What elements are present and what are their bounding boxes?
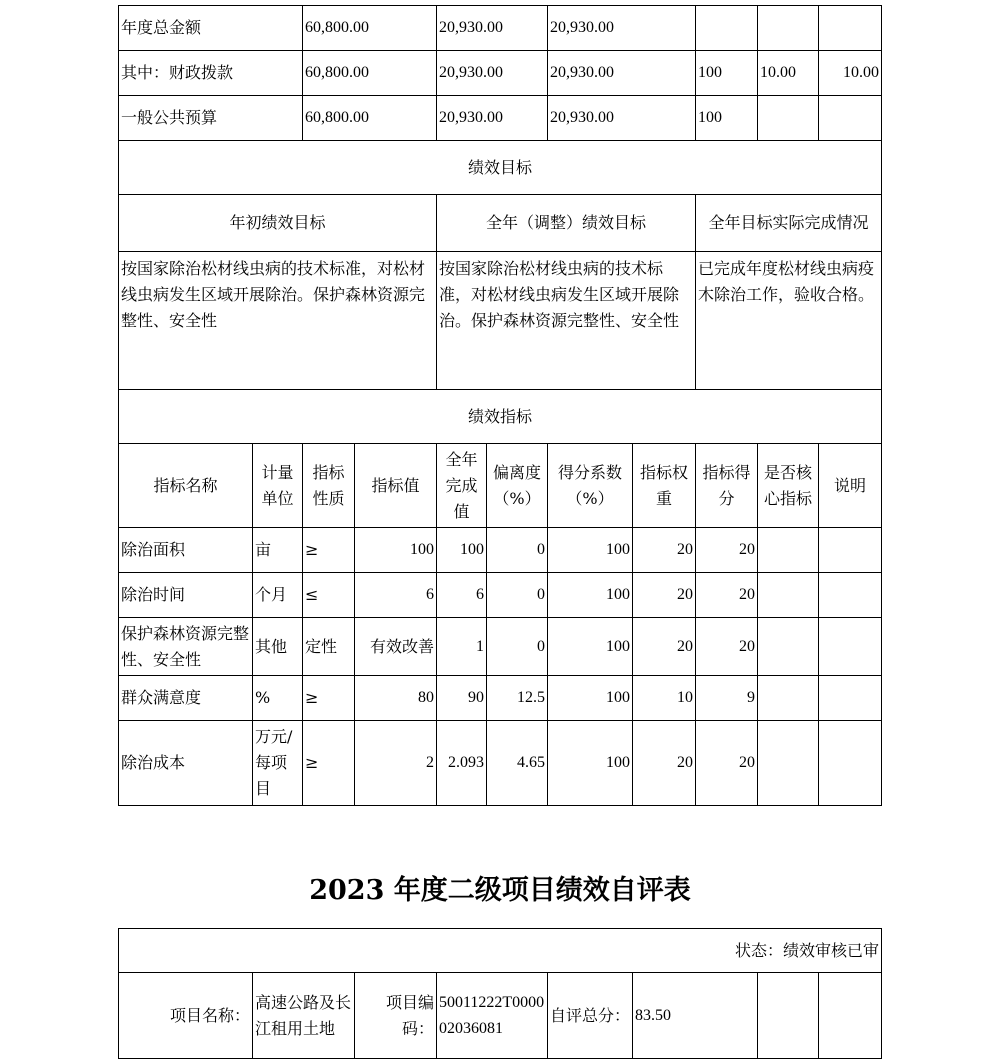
indicator-coef: 100 <box>548 528 633 573</box>
indicator-target: 6 <box>355 573 437 618</box>
form2-empty-cell <box>758 973 819 1059</box>
indicators-header-row <box>119 444 882 528</box>
form2-project-code: 50011222T000002036081 <box>437 973 548 1059</box>
indicator-note <box>819 676 882 721</box>
col-header-actual: 全年完成值 <box>437 444 487 528</box>
form2-empty-cell <box>819 973 882 1059</box>
indicator-actual: 90 <box>437 676 487 721</box>
funds-v2: 20,930.00 <box>437 96 548 141</box>
funds-v5 <box>758 6 819 51</box>
indicator-unit: 个月 <box>253 573 303 618</box>
funds-v5 <box>758 96 819 141</box>
indicator-unit: % <box>253 676 303 721</box>
funds-v1: 60,800.00 <box>303 51 437 96</box>
indicator-core <box>758 676 819 721</box>
funds-v3: 20,930.00 <box>548 96 696 141</box>
funds-label: 年度总金额 <box>119 6 303 51</box>
indicator-coef: 100 <box>548 676 633 721</box>
funds-v2: 20,930.00 <box>437 6 548 51</box>
goals-initial-text: 按国家除治松材线虫病的技术标准，对松材线虫病发生区域开展除治。保护森林资源完整性、安全性 <box>119 252 437 390</box>
indicator-name: 除治成本 <box>119 721 253 806</box>
indicator-core <box>758 618 819 676</box>
indicator-score: 9 <box>696 676 758 721</box>
indicator-name: 群众满意度 <box>119 676 253 721</box>
indicator-unit: 万元/每项目 <box>253 721 303 806</box>
form2-header-table <box>118 928 882 1059</box>
funds-row-fiscal <box>119 51 882 96</box>
funds-row-total <box>119 6 882 51</box>
indicator-weight: 20 <box>633 721 696 806</box>
table-row <box>119 528 882 573</box>
indicator-unit: 其他 <box>253 618 303 676</box>
funds-row-general <box>119 96 882 141</box>
table-row <box>119 573 882 618</box>
indicator-core <box>758 528 819 573</box>
table-row <box>119 721 882 806</box>
col-header-core: 是否核心指标 <box>758 444 819 528</box>
indicator-actual: 1 <box>437 618 487 676</box>
goals-header-actual: 全年目标实际完成情况 <box>696 195 882 252</box>
funds-v2: 20,930.00 <box>437 51 548 96</box>
form2-status: 状态：绩效审核已审 <box>119 929 882 973</box>
col-header-score: 指标得分 <box>696 444 758 528</box>
indicator-coef: 100 <box>548 618 633 676</box>
funds-v1: 60,800.00 <box>303 96 437 141</box>
indicator-nature: ≥ <box>303 676 355 721</box>
col-header-deviation: 偏离度（%） <box>487 444 548 528</box>
funds-v4 <box>696 6 758 51</box>
funds-v6: 10.00 <box>819 51 882 96</box>
indicator-score: 20 <box>696 528 758 573</box>
indicator-score: 20 <box>696 573 758 618</box>
indicator-core <box>758 721 819 806</box>
indicators-section-title: 绩效指标 <box>119 390 882 444</box>
goals-section-title: 绩效目标 <box>119 141 882 195</box>
funds-v6 <box>819 96 882 141</box>
indicator-weight: 10 <box>633 676 696 721</box>
goals-header-initial: 年初绩效目标 <box>119 195 437 252</box>
col-header-note: 说明 <box>819 444 882 528</box>
funds-label: 一般公共预算 <box>119 96 303 141</box>
indicator-name: 保护森林资源完整性、安全性 <box>119 618 253 676</box>
performance-table <box>118 5 882 806</box>
goals-adjusted-text: 按国家除治松材线虫病的技术标准，对松材线虫病发生区域开展除治。保护森林资源完整性、安全性 <box>437 252 696 390</box>
indicator-note <box>819 573 882 618</box>
indicator-score: 20 <box>696 721 758 806</box>
goals-actual-text: 已完成年度松材线虫病疫木除治工作，验收合格。 <box>696 252 882 390</box>
indicator-actual: 6 <box>437 573 487 618</box>
indicator-weight: 20 <box>633 618 696 676</box>
form2-title: 2023 年度二级项目绩效自评表 <box>309 875 691 906</box>
col-header-target: 指标值 <box>355 444 437 528</box>
indicator-note <box>819 721 882 806</box>
col-header-name: 指标名称 <box>119 444 253 528</box>
col-header-nature: 指标性质 <box>303 444 355 528</box>
indicator-note <box>819 618 882 676</box>
form2-project-name: 高速公路及长江租用土地 <box>253 973 355 1059</box>
table-row <box>119 676 882 721</box>
funds-v1: 60,800.00 <box>303 6 437 51</box>
form2-score: 83.50 <box>633 973 758 1059</box>
indicator-core <box>758 573 819 618</box>
indicator-target: 2 <box>355 721 437 806</box>
funds-v4: 100 <box>696 51 758 96</box>
indicator-deviation: 0 <box>487 573 548 618</box>
form2-project-code-label: 项目编码： <box>355 973 437 1059</box>
indicator-coef: 100 <box>548 573 633 618</box>
form2-project-name-label: 项目名称： <box>119 973 253 1059</box>
indicator-name: 除治时间 <box>119 573 253 618</box>
funds-v5: 10.00 <box>758 51 819 96</box>
funds-v3: 20,930.00 <box>548 51 696 96</box>
table-row <box>119 618 882 676</box>
col-header-unit: 计量单位 <box>253 444 303 528</box>
indicator-target: 100 <box>355 528 437 573</box>
indicator-nature: ≤ <box>303 573 355 618</box>
indicator-note <box>819 528 882 573</box>
indicator-target: 有效改善 <box>355 618 437 676</box>
col-header-weight: 指标权重 <box>633 444 696 528</box>
funds-v6 <box>819 6 882 51</box>
indicator-nature: ≥ <box>303 721 355 806</box>
funds-label: 其中：财政拨款 <box>119 51 303 96</box>
indicator-name: 除治面积 <box>119 528 253 573</box>
indicator-target: 80 <box>355 676 437 721</box>
indicator-deviation: 12.5 <box>487 676 548 721</box>
funds-v4: 100 <box>696 96 758 141</box>
indicator-deviation: 4.65 <box>487 721 548 806</box>
col-header-coef: 得分系数（%） <box>548 444 633 528</box>
funds-v3: 20,930.00 <box>548 6 696 51</box>
indicator-deviation: 0 <box>487 618 548 676</box>
indicator-coef: 100 <box>548 721 633 806</box>
indicator-weight: 20 <box>633 573 696 618</box>
form2-score-label: 自评总分： <box>548 973 633 1059</box>
indicator-actual: 100 <box>437 528 487 573</box>
indicator-score: 20 <box>696 618 758 676</box>
goals-header-adjusted: 全年（调整）绩效目标 <box>437 195 696 252</box>
indicator-actual: 2.093 <box>437 721 487 806</box>
indicator-deviation: 0 <box>487 528 548 573</box>
indicator-weight: 20 <box>633 528 696 573</box>
indicator-nature: 定性 <box>303 618 355 676</box>
indicator-unit: 亩 <box>253 528 303 573</box>
indicator-nature: ≥ <box>303 528 355 573</box>
